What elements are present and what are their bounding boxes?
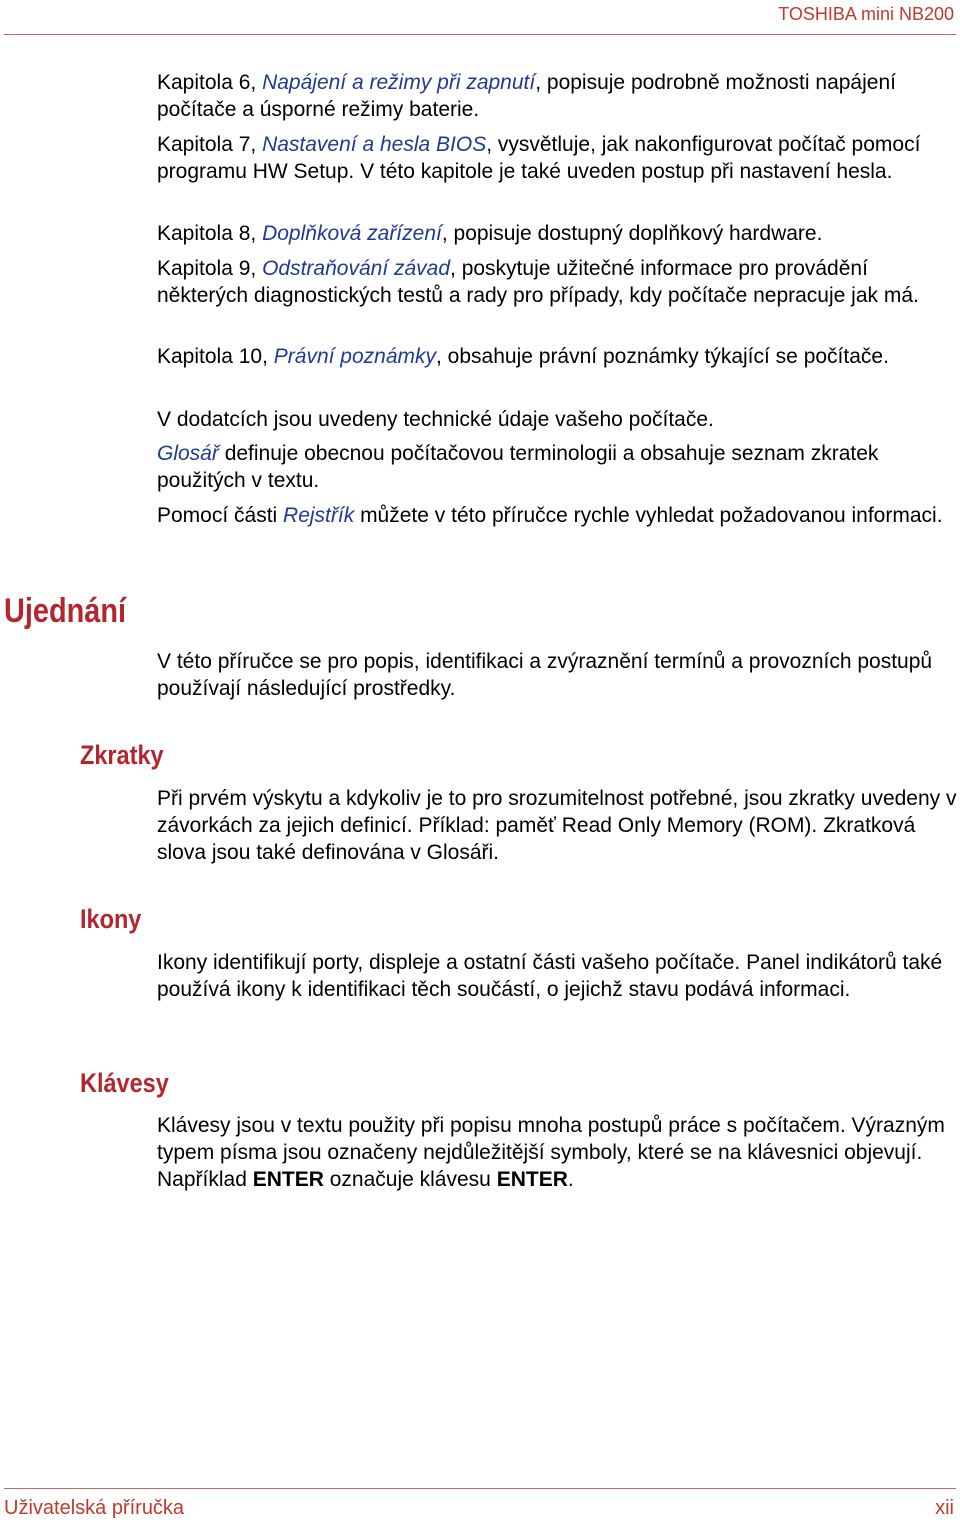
chapter-10-paragraph — [157, 343, 957, 370]
chapter-desc: , obsahuje právní poznámky týkající se počítače. — [436, 345, 889, 368]
chapter-desc: , popisuje podrobně možnosti napájení počítače a úsporné režimy baterie. — [157, 71, 896, 121]
footer-rule — [4, 1488, 956, 1489]
footer-title: Uživatelská příručka — [4, 1497, 185, 1519]
glossary-link[interactable]: Glosář — [157, 442, 219, 465]
keys-text-c: . — [567, 1168, 574, 1191]
index-paragraph — [157, 502, 957, 529]
keys-text-b: označuje klávesu — [323, 1168, 497, 1191]
chapter-prefix: Kapitola 10, — [157, 345, 274, 368]
chapter-9-link[interactable]: Odstraňování závad — [262, 257, 451, 280]
chapter-6-paragraph — [157, 69, 957, 123]
glossary-paragraph — [157, 440, 957, 494]
icons-heading: Ikony — [80, 904, 142, 934]
chapter-9-paragraph — [157, 255, 957, 309]
chapter-8-paragraph — [157, 220, 957, 247]
chapter-7-link[interactable]: Nastavení a hesla BIOS — [262, 133, 487, 156]
chapter-desc: , popisuje dostupný doplňkový hardware. — [441, 222, 823, 245]
index-link[interactable]: Rejstřík — [283, 504, 355, 527]
keys-text — [157, 1112, 957, 1193]
chapter-6-link[interactable]: Napájení a režimy při zapnutí — [262, 71, 536, 94]
header-rule — [4, 34, 956, 35]
conventions-heading: Ujednání — [4, 592, 127, 630]
key-enter-1: ENTER — [252, 1168, 324, 1191]
abbreviations-heading: Zkratky — [80, 740, 164, 770]
keys-heading: Klávesy — [80, 1068, 169, 1098]
running-header: TOSHIBA mini NB200 — [778, 4, 954, 24]
icons-text: Ikony identifikují porty, displeje a ostatní části vašeho počítače. Panel indikátorů také používá ikony k identifikaci těch součástí, o jejichž stavu podává informaci. — [157, 951, 943, 1001]
abbreviations-text: Při prvém výskytu a kdykoliv je to pro srozumitelnost potřebné, jsou zkratky uvedeny v závorkách za jejich definicí. Příklad: paměť Read Only Memory (ROM). Zkratková slova jsou také definována v Glosáři. — [157, 787, 957, 864]
chapter-prefix: Kapitola 6, — [157, 71, 263, 94]
keys-text-a: Klávesy jsou v textu použity při popisu mnoha postupů práce s počítačem. Výrazným typem písma jsou označeny nejdůležitější symboly, které se na klávesnici objevují. Například — [157, 1114, 945, 1191]
chapter-7-paragraph — [157, 131, 957, 185]
key-enter-2: ENTER — [496, 1168, 568, 1191]
chapter-prefix: Kapitola 9, — [157, 257, 263, 280]
chapter-10-link[interactable]: Právní poznámky — [273, 345, 437, 368]
glossary-desc: definuje obecnou počítačovou terminologii a obsahuje seznam zkratek použitých v textu. — [157, 442, 879, 492]
index-prefix: Pomocí části — [157, 504, 284, 527]
appendix-paragraph: V dodatcích jsou uvedeny technické údaje vašeho počítače. — [157, 408, 714, 431]
chapter-desc: , vysvětluje, jak nakonfigurovat počítač pomocí programu HW Setup. V této kapitole je také uveden postup při nastavení hesla. — [157, 133, 921, 183]
chapter-desc: , poskytuje užitečné informace pro provádění některých diagnostických testů a rady pro případy, kdy počítače nepracuje jak má. — [157, 257, 919, 307]
conventions-intro: V této příručce se pro popis, identifikaci a zvýraznění termínů a provozních postupů používají následující prostředky. — [157, 650, 933, 700]
chapter-8-link[interactable]: Doplňková zařízení — [262, 222, 442, 245]
chapter-prefix: Kapitola 8, — [157, 222, 263, 245]
chapter-prefix: Kapitola 7, — [157, 133, 263, 156]
page-number: xii — [935, 1497, 954, 1519]
index-desc: můžete v této příručce rychle vyhledat požadovanou informaci. — [354, 504, 943, 527]
